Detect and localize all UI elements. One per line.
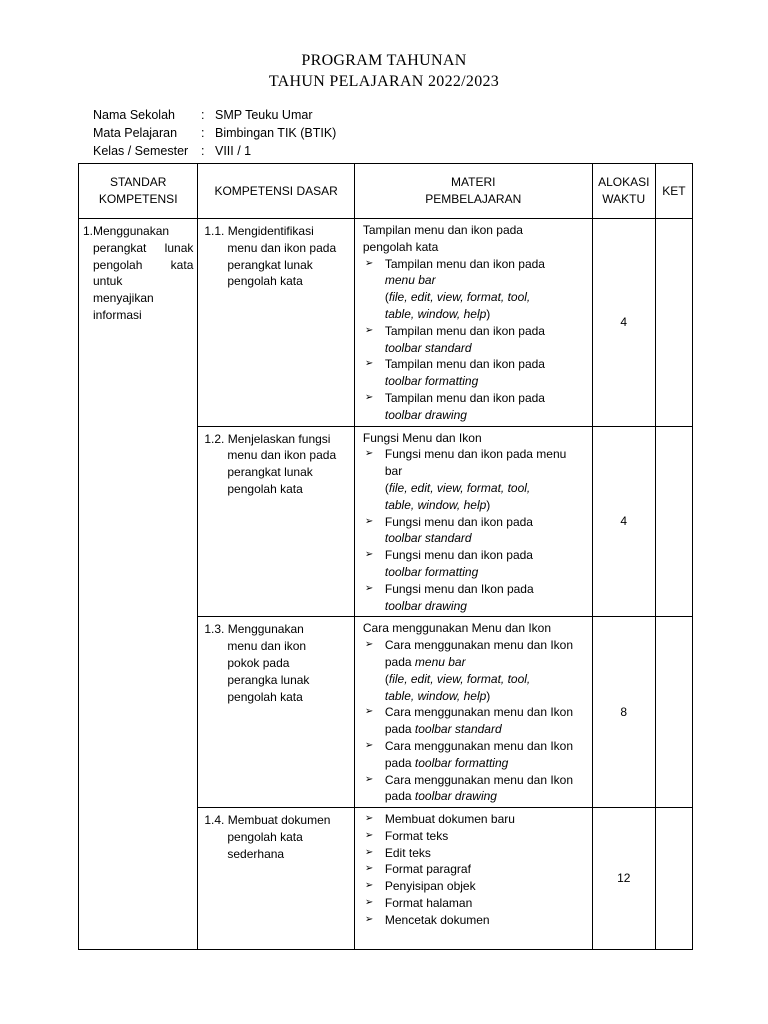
list-item: ➢ Cara menggunakan menu dan Ikon pada toolbar standard [364, 705, 574, 737]
document-subtitle: TAHUN PELAJARAN 2022/2023 [268, 73, 500, 90]
list-item: ➢ Fungsi menu dan ikon pada toolbar standard [364, 514, 533, 546]
class-label: Kelas / Semester [93, 144, 189, 158]
table-row [79, 219, 693, 427]
list-item: ➢ Mencetak dokumen [364, 912, 490, 927]
list-item: ➢ Tampilan menu dan ikon pada toolbar formatting [364, 357, 545, 389]
materi-cell: Tampilan menu dan ikon pada pengolah kata ➢ Tampilan menu dan ikon pada menu bar (file, edit, view, format, tool, table, window, help) ➢ Tampilan menu dan ikon pada toolbar standard ➢ Tampilan menu dan ikon pada toolbar formatting ➢ Tampilan menu dan ikon pada toolbar drawing [354, 219, 592, 427]
list-item: ➢ Cara menggunakan menu dan Ikon pada toolbar drawing [364, 772, 574, 804]
alokasi-cell: 12 [592, 808, 655, 950]
materi-cell: Fungsi Menu dan Ikon ➢ Fungsi menu dan ikon pada menu bar (file, edit, view, format, tool, table, window, help) ➢ Fungsi menu dan ikon pada toolbar standard ➢ Fungsi menu dan ikon pada toolbar formatting ➢ Fungsi menu dan Ikon pada toolbar drawing [354, 426, 592, 617]
list-item: ➢ Fungsi menu dan ikon pada menu bar (file, edit, view, format, tool, table, window, help) [364, 447, 567, 512]
colon: : [201, 126, 205, 140]
list-item: ➢ Format teks [364, 828, 449, 843]
list-item: ➢ Tampilan menu dan ikon pada toolbar drawing [364, 390, 545, 422]
list-item: ➢ Cara menggunakan menu dan Ikon pada menu bar (file, edit, view, format, tool, table, window, help) [364, 638, 574, 703]
alokasi-cell: 8 [592, 617, 655, 808]
kd-cell: 1.4. Membuat dokumen pengolah kata sederhana [198, 808, 355, 950]
list-item: ➢ Edit teks [364, 845, 431, 860]
program-table [78, 163, 693, 950]
document-title: PROGRAM TAHUNAN [301, 52, 467, 69]
ket-cell [655, 617, 692, 808]
header-materi: MATERI PEMBELAJARAN [354, 164, 592, 219]
class-value: VIII / 1 [215, 144, 252, 158]
info-row-school [93, 108, 313, 122]
list-item: ➢ Penyisipan objek [364, 879, 476, 894]
colon: : [201, 144, 205, 158]
ket-cell [655, 219, 692, 427]
alokasi-cell: 4 [592, 426, 655, 617]
materi-cell [354, 808, 592, 950]
list-item: ➢ Cara menggunakan menu dan Ikon pada toolbar formatting [364, 738, 574, 770]
list-item: ➢ Format paragraf [364, 862, 471, 877]
header-kompetensi-dasar: KOMPETENSI DASAR [198, 164, 355, 219]
table-header-row [79, 164, 693, 219]
header-standar-kompetensi: STANDAR KOMPETENSI [79, 164, 198, 219]
list-item: ➢ Tampilan menu dan ikon pada menu bar (file, edit, view, format, tool, table, window, help) [364, 256, 545, 321]
list-item: ➢ Fungsi menu dan Ikon pada toolbar drawing [364, 581, 534, 613]
alokasi-cell: 4 [592, 219, 655, 427]
standar-kompetensi-cell: 1.Menggunakan perangkat lunak pengolah kata untuk menyajikan informasi [79, 219, 198, 950]
ket-cell [655, 426, 692, 617]
colon: : [201, 108, 205, 122]
kd-cell: 1.3. Menggunakan menu dan ikon pokok pada perangka lunak pengolah kata [198, 617, 355, 808]
school-label: Nama Sekolah [93, 108, 175, 122]
kd-cell: 1.1. Mengidentifikasi menu dan ikon pada perangkat lunak pengolah kata [198, 219, 355, 427]
school-value: SMP Teuku Umar [215, 108, 313, 122]
ket-cell [655, 808, 692, 950]
list-item: ➢ Format halaman [364, 896, 473, 911]
subject-value: Bimbingan TIK (BTIK) [215, 126, 337, 140]
materi-cell: Cara menggunakan Menu dan Ikon ➢ Cara menggunakan menu dan Ikon pada menu bar (file, edit, view, format, tool, table, window, help) ➢ Cara menggunakan menu dan Ikon pada toolbar standard ➢ Cara menggunakan menu dan Ikon pada toolbar formatting ➢ Cara menggunakan menu dan Ikon pada toolbar drawing [354, 617, 592, 808]
list-item: ➢ Membuat dokumen baru [364, 812, 515, 827]
info-row-subject [93, 126, 336, 140]
kd-cell: 1.2. Menjelaskan fungsi menu dan ikon pada perangkat lunak pengolah kata [198, 426, 355, 617]
subject-label: Mata Pelajaran [93, 126, 178, 140]
header-ket: KET [655, 164, 692, 219]
header-alokasi-waktu: ALOKASI WAKTU [592, 164, 655, 219]
list-item: ➢ Tampilan menu dan ikon pada toolbar standard [364, 323, 545, 355]
list-item: ➢ Fungsi menu dan ikon pada toolbar formatting [364, 548, 533, 579]
info-row-class [93, 144, 251, 158]
